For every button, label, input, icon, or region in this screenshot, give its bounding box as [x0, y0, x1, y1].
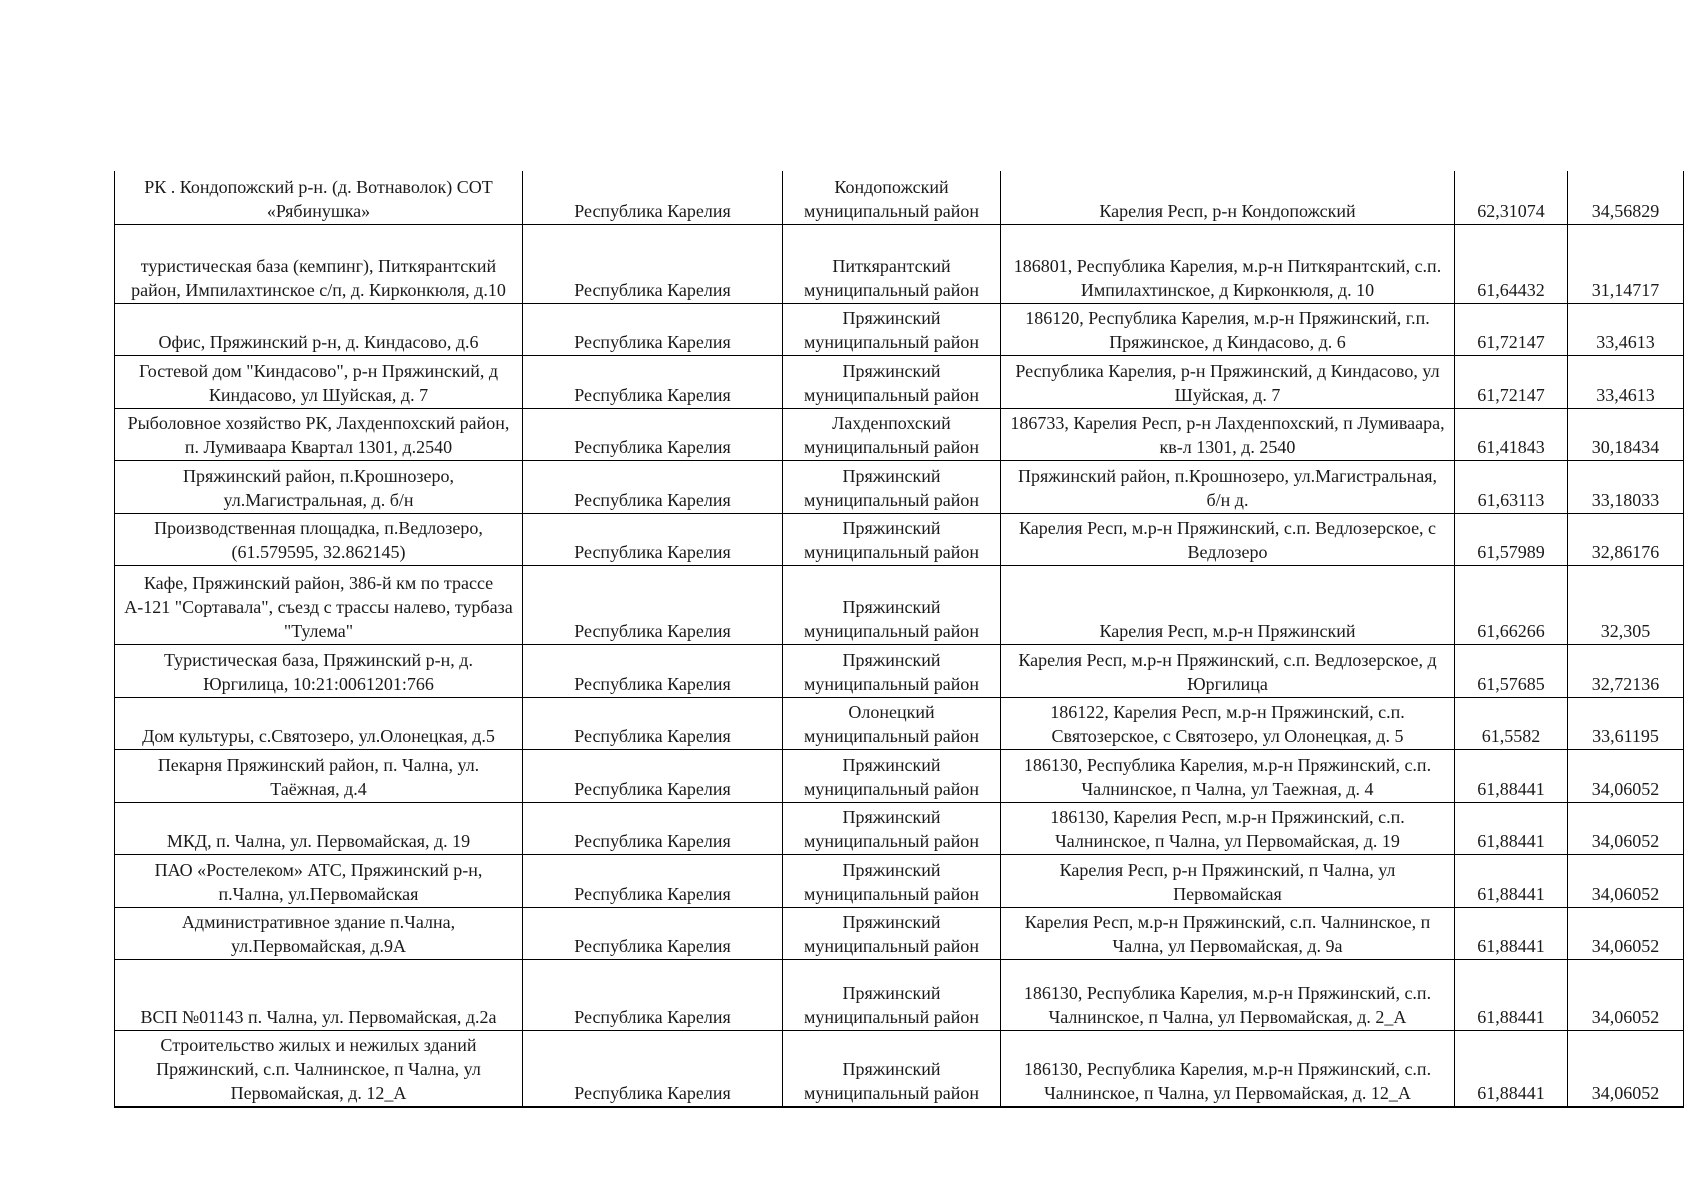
latitude-cell: 61,72147	[1455, 303, 1568, 355]
address-cell: Республика Карелия, р-н Пряжинский, д Киндасово, ул Шуйская, д. 7	[1001, 355, 1455, 408]
address-cell: 186130, Республика Карелия, м.р-н Пряжинский, с.п. Чалнинское, п Чална, ул Первомайская, д. 12_А	[1001, 1030, 1455, 1107]
region-cell: Республика Карелия	[523, 460, 783, 513]
address-cell: 186130, Карелия Респ, м.р-н Пряжинский, с.п. Чалнинское, п Чална, ул Первомайская, д. 19	[1001, 802, 1455, 854]
region-cell: Республика Карелия	[523, 171, 783, 224]
address-cell: 186801, Республика Карелия, м.р-н Питкярантский, с.п. Импилахтинское, д Кирконкюля, д. 10	[1001, 224, 1455, 303]
district-cell: Пряжинский муниципальный район	[783, 644, 1001, 697]
region-cell: Республика Карелия	[523, 303, 783, 355]
longitude-cell: 33,4613	[1568, 303, 1684, 355]
district-cell: Пряжинский муниципальный район	[783, 303, 1001, 355]
address-cell: Карелия Респ, р-н Кондопожский	[1001, 171, 1455, 224]
object-cell: ПАО «Ростелеком» АТС, Пряжинский р-н, п.Чална, ул.Первомайская	[115, 854, 523, 907]
region-cell: Республика Карелия	[523, 697, 783, 749]
district-cell: Пряжинский муниципальный район	[783, 513, 1001, 565]
district-cell: Пряжинский муниципальный район	[783, 749, 1001, 802]
table-row	[115, 854, 1684, 907]
longitude-cell: 32,72136	[1568, 644, 1684, 697]
longitude-cell: 34,06052	[1568, 1030, 1684, 1107]
address-cell: 186733, Карелия Респ, р-н Лахденпохский, п Лумиваара, кв-л 1301, д. 2540	[1001, 408, 1455, 460]
object-cell: МКД, п. Чална, ул. Первомайская, д. 19	[115, 802, 523, 854]
object-cell: Кафе, Пряжинский район, 386-й км по трассе А-121 "Сортавала", съезд с трассы налево, турбаза "Тулема"	[115, 565, 523, 644]
latitude-cell: 61,66266	[1455, 565, 1568, 644]
longitude-cell: 32,305	[1568, 565, 1684, 644]
latitude-cell: 61,5582	[1455, 697, 1568, 749]
latitude-cell: 62,31074	[1455, 171, 1568, 224]
longitude-cell: 33,61195	[1568, 697, 1684, 749]
longitude-cell: 34,06052	[1568, 749, 1684, 802]
district-cell: Пряжинский муниципальный район	[783, 907, 1001, 959]
address-cell: 186122, Карелия Респ, м.р-н Пряжинский, с.п. Святозерское, с Святозеро, ул Олонецкая, д. 5	[1001, 697, 1455, 749]
district-cell: Кондопожский муниципальный район	[783, 171, 1001, 224]
longitude-cell: 32,86176	[1568, 513, 1684, 565]
table-row	[115, 802, 1684, 854]
latitude-cell: 61,88441	[1455, 854, 1568, 907]
object-cell: Рыболовное хозяйство РК, Лахденпохский район, п. Лумиваара Квартал 1301, д.2540	[115, 408, 523, 460]
region-cell: Республика Карелия	[523, 959, 783, 1030]
address-cell: Карелия Респ, м.р-н Пряжинский, с.п. Ведлозерское, д Юргилица	[1001, 644, 1455, 697]
latitude-cell: 61,88441	[1455, 802, 1568, 854]
table-row	[115, 303, 1684, 355]
object-cell: Производственная площадка, п.Ведлозеро, (61.579595, 32.862145)	[115, 513, 523, 565]
object-cell: Туристическая база, Пряжинский р-н, д. Юргилица, 10:21:0061201:766	[115, 644, 523, 697]
longitude-cell: 31,14717	[1568, 224, 1684, 303]
table-row	[115, 224, 1684, 303]
longitude-cell: 34,06052	[1568, 959, 1684, 1030]
table-body	[115, 171, 1684, 1107]
table-row	[115, 907, 1684, 959]
address-cell: Карелия Респ, м.р-н Пряжинский, с.п. Чалнинское, п Чална, ул Первомайская, д. 9а	[1001, 907, 1455, 959]
district-cell: Пряжинский муниципальный район	[783, 355, 1001, 408]
table-row	[115, 565, 1684, 644]
longitude-cell: 34,06052	[1568, 907, 1684, 959]
object-cell: Гостевой дом "Киндасово", р-н Пряжинский, д Киндасово, ул Шуйская, д. 7	[115, 355, 523, 408]
object-cell: Офис, Пряжинский р-н, д. Киндасово, д.6	[115, 303, 523, 355]
region-cell: Республика Карелия	[523, 854, 783, 907]
latitude-cell: 61,88441	[1455, 959, 1568, 1030]
table-row	[115, 1030, 1684, 1107]
longitude-cell: 33,18033	[1568, 460, 1684, 513]
latitude-cell: 61,72147	[1455, 355, 1568, 408]
object-cell: туристическая база (кемпинг), Питкярантский район, Импилахтинское с/п, д. Кирконкюля, д.10	[115, 224, 523, 303]
longitude-cell: 33,4613	[1568, 355, 1684, 408]
latitude-cell: 61,57685	[1455, 644, 1568, 697]
address-cell: Карелия Респ, р-н Пряжинский, п Чална, ул Первомайская	[1001, 854, 1455, 907]
latitude-cell: 61,41843	[1455, 408, 1568, 460]
latitude-cell: 61,63113	[1455, 460, 1568, 513]
address-cell: Карелия Респ, м.р-н Пряжинский, с.п. Ведлозерское, с Ведлозеро	[1001, 513, 1455, 565]
region-cell: Республика Карелия	[523, 907, 783, 959]
district-cell: Пряжинский муниципальный район	[783, 959, 1001, 1030]
district-cell: Пряжинский муниципальный район	[783, 1030, 1001, 1107]
latitude-cell: 61,88441	[1455, 907, 1568, 959]
table-row	[115, 513, 1684, 565]
table-row	[115, 749, 1684, 802]
region-cell: Республика Карелия	[523, 749, 783, 802]
object-cell: Пекарня Пряжинский район, п. Чална, ул. Таёжная, д.4	[115, 749, 523, 802]
table-row	[115, 460, 1684, 513]
region-cell: Республика Карелия	[523, 224, 783, 303]
table-row	[115, 644, 1684, 697]
longitude-cell: 34,06052	[1568, 854, 1684, 907]
district-cell: Пряжинский муниципальный район	[783, 565, 1001, 644]
district-cell: Пряжинский муниципальный район	[783, 460, 1001, 513]
object-cell: Строительство жилых и нежилых зданий Пряжинский, с.п. Чалнинское, п Чална, ул Первомайская, д. 12_А	[115, 1030, 523, 1107]
region-cell: Республика Карелия	[523, 1030, 783, 1107]
district-cell: Питкярантский муниципальный район	[783, 224, 1001, 303]
latitude-cell: 61,57989	[1455, 513, 1568, 565]
region-cell: Республика Карелия	[523, 513, 783, 565]
object-cell: РК . Кондопожский р-н. (д. Вотнаволок) СОТ «Рябинушка»	[115, 171, 523, 224]
region-cell: Республика Карелия	[523, 355, 783, 408]
latitude-cell: 61,88441	[1455, 1030, 1568, 1107]
region-cell: Республика Карелия	[523, 644, 783, 697]
region-cell: Республика Карелия	[523, 565, 783, 644]
district-cell: Пряжинский муниципальный район	[783, 802, 1001, 854]
address-cell: Карелия Респ, м.р-н Пряжинский	[1001, 565, 1455, 644]
region-cell: Республика Карелия	[523, 802, 783, 854]
address-cell: Пряжинский район, п.Крошнозеро, ул.Магистральная, б/н д.	[1001, 460, 1455, 513]
object-cell: Дом культуры, с.Святозеро, ул.Олонецкая, д.5	[115, 697, 523, 749]
table-row	[115, 959, 1684, 1030]
district-cell: Олонецкий муниципальный район	[783, 697, 1001, 749]
table-row	[115, 355, 1684, 408]
locations-table	[114, 171, 1684, 1108]
longitude-cell: 34,56829	[1568, 171, 1684, 224]
longitude-cell: 34,06052	[1568, 802, 1684, 854]
object-cell: Административное здание п.Чална, ул.Первомайская, д.9А	[115, 907, 523, 959]
object-cell: ВСП №01143 п. Чална, ул. Первомайская, д.2а	[115, 959, 523, 1030]
region-cell: Республика Карелия	[523, 408, 783, 460]
table-row	[115, 408, 1684, 460]
address-cell: 186130, Республика Карелия, м.р-н Пряжинский, с.п. Чалнинское, п Чална, ул Первомайская, д. 2_А	[1001, 959, 1455, 1030]
table-row	[115, 697, 1684, 749]
district-cell: Лахденпохский муниципальный район	[783, 408, 1001, 460]
object-cell: Пряжинский район, п.Крошнозеро, ул.Магистральная, д. б/н	[115, 460, 523, 513]
table-row	[115, 171, 1684, 224]
longitude-cell: 30,18434	[1568, 408, 1684, 460]
latitude-cell: 61,64432	[1455, 224, 1568, 303]
district-cell: Пряжинский муниципальный район	[783, 854, 1001, 907]
address-cell: 186130, Республика Карелия, м.р-н Пряжинский, с.п. Чалнинское, п Чална, ул Таежная, д. 4	[1001, 749, 1455, 802]
address-cell: 186120, Республика Карелия, м.р-н Пряжинский, г.п. Пряжинское, д Киндасово, д. 6	[1001, 303, 1455, 355]
latitude-cell: 61,88441	[1455, 749, 1568, 802]
